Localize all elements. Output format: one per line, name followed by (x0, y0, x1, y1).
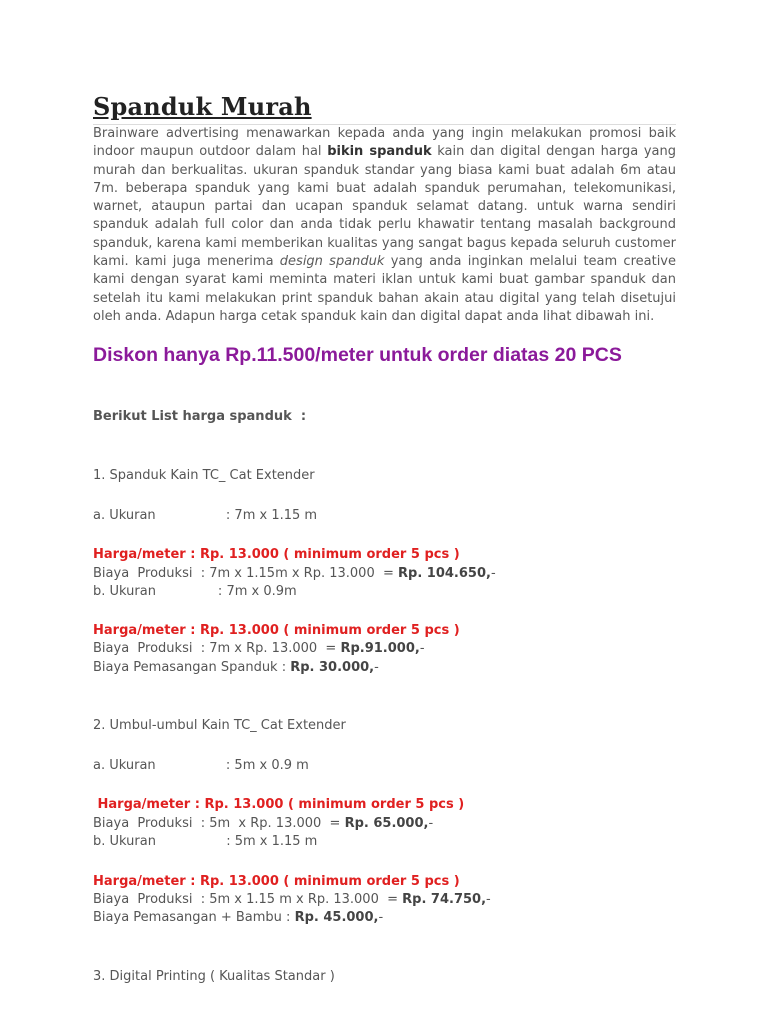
item2-cost-a (93, 815, 433, 833)
item1-cost-b-value: Rp.91.000, (340, 641, 420, 656)
item2-size-b: b. Ukuran : 5m x 1.15 m (93, 834, 318, 849)
item1-install-suffix: - (374, 660, 379, 675)
item2-heading: 2. Umbul-umbul Kain TC_ Cat Extender (93, 718, 346, 733)
item2-cost-b (93, 891, 491, 909)
item2-cost-a-suffix: - (428, 816, 434, 831)
intro-text-3: yang anda inginkan melalui team creative kami dengan syarat kami meminta materi iklan untuk kami buat gambar spanduk dan setelah itu kami melakukan print spanduk bahan akain atau digital yang telah disetujui oleh anda. Adapun harga cetak spanduk kain dan digital dapat anda lihat dibawah ini. (93, 254, 676, 324)
item2-size-a: a. Ukuran : 5m x 0.9 m (93, 758, 309, 773)
intro-text-2: kain dan digital dengan harga yang murah dan berkualitas. ukuran spanduk standar yang biasa kami buat adalah 6m atau 7m. beberapa spanduk yang kami buat adalah spanduk perumahan, telekomunikasi, warnet, ataupun partai dan ucapan spanduk selamat datang. untuk warna sendiri spanduk adalah full color dan anda tidak perlu khawatir tentang masalah background spanduk, karena kami memberikan kualitas yang sangat bagus kepada seluruh customer kami. kami juga menerima (93, 144, 677, 270)
item2-cost-a-text: Biaya Produksi : 5m x Rp. 13.000 = (93, 816, 345, 831)
intro-design-spanduk: design spanduk (279, 254, 385, 270)
item1-price-b: Harga/meter : Rp. 13.000 ( minimum order 5 pcs ) (93, 623, 460, 638)
intro-text-1: Brainware advertising menawarkan kepada anda yang ingin melakukan promosi baik indoor maupun outdoor dalam hal (93, 126, 676, 160)
item1-cost-b (93, 640, 425, 658)
item2-cost-b-suffix: - (486, 892, 491, 907)
item1-cost-a (93, 565, 496, 583)
item1-cost-b-text: Biaya Produksi : 7m x Rp. 13.000 = (93, 641, 341, 656)
item1-cost-a-text: Biaya Produksi : 7m x 1.15m x Rp. 13.000 = (93, 566, 399, 581)
item2-install-text: Biaya Pemasangan + Bambu : (93, 910, 295, 925)
item1-size-b: b. Ukuran : 7m x 0.9m (93, 584, 297, 599)
item3-heading: 3. Digital Printing ( Kualitas Standar ) (93, 969, 335, 984)
item2-cost-b-value: Rp. 74.750, (402, 892, 487, 907)
item2-install (93, 909, 383, 927)
item2-price-b: Harga/meter : Rp. 13.000 ( minimum order 5 pcs ) (93, 874, 460, 889)
intro-paragraph (93, 125, 676, 326)
item1-install (93, 659, 379, 677)
item2-price-a: Harga/meter : Rp. 13.000 ( minimum order 5 pcs ) (93, 797, 465, 812)
item1-cost-a-suffix: - (490, 566, 496, 581)
intro-link-bikin-spanduk: bikin spanduk (327, 144, 432, 160)
item2-cost-b-text: Biaya Produksi : 5m x 1.15 m x Rp. 13.000 = (93, 892, 403, 907)
price-list-heading: Berikut List harga spanduk : (93, 409, 307, 424)
item1-install-text: Biaya Pemasangan Spanduk : (93, 660, 291, 675)
item1-cost-b-suffix: - (419, 641, 425, 656)
item1-heading: 1. Spanduk Kain TC_ Cat Extender (93, 468, 315, 483)
item1-install-value: Rp. 30.000, (290, 660, 375, 675)
discount-banner: Diskon hanya Rp.11.500/meter untuk order diatas 20 PCS (93, 344, 622, 366)
page-title: Spanduk Murah (93, 92, 312, 121)
item2-install-suffix: - (378, 910, 384, 925)
item2-cost-a-value: Rp. 65.000, (344, 816, 429, 831)
item2-install-value: Rp. 45.000, (294, 910, 379, 925)
item1-price-a: Harga/meter : Rp. 13.000 ( minimum order 5 pcs ) (93, 547, 460, 562)
item1-size-a: a. Ukuran : 7m x 1.15 m (93, 508, 318, 523)
item1-cost-a-value: Rp. 104.650, (398, 566, 491, 581)
